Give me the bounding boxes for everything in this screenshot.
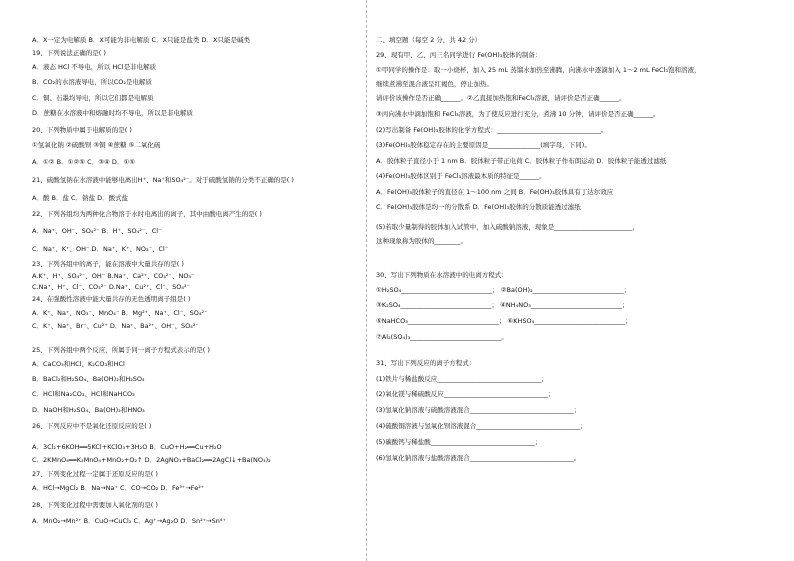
right-line-24: (4)硫酸铜溶液与氢氧化钡溶液混合________________________________；	[376, 422, 587, 430]
left-line-1: A．X一定为电解质 B．X可能为非电解质 C．X只能是盐类 D．X只能是碱类	[32, 36, 250, 44]
left-line-29: 27、下列变化过程一定属于还原反应的是( )	[32, 470, 158, 478]
left-line-28: C．2KMnO₄══K₂MnO₄+MnO₂+O₂↑ D．2AgNO₃+BaCl₂══2AgCl↓+Ba(NO₃)₂	[32, 456, 271, 464]
right-column	[376, 0, 788, 561]
left-line-30: A．HCl→MgCl₂ B．Na→Na⁺ C．CO→CO₂ D．Fe³⁺→Fe²⁺	[32, 484, 205, 492]
right-line-17: ③K₂SO₄____________________________； ④NH₄NO₃____________________________；	[376, 301, 629, 309]
left-line-14: C．Na⁺、K⁺、OH⁻ D．Na⁺、K⁺、NO₃⁻、Cl⁻	[32, 245, 169, 253]
right-line-1: 二、填空题（每空 2 分，共 42 分）	[376, 36, 482, 44]
left-line-4: B．CO₂的水溶液导电，所以CO₂是电解质	[32, 78, 152, 86]
right-line-25: (5)碳酸钙与稀盐酸________________________________；	[376, 438, 542, 446]
left-line-24: C．HCl和Na₂CO₃、HCl和NaHCO₃	[32, 390, 135, 398]
right-line-7: (2)写出制备 Fe(OH)₃胶体的化学方程式：________________________________。	[376, 126, 608, 134]
right-line-22: (2)氧化镁与稀硫酸反应________________________________；	[376, 390, 555, 398]
right-line-18: ⑤NaHCO₃____________________________； ⑥KHSO₄____________________________；	[376, 317, 632, 325]
left-line-5: C．铜、石墨均导电，所以它们都是电解质	[32, 94, 154, 102]
left-line-13: A．Na⁺、OH⁻、SO₄²⁻ B．H⁺、SO₄²⁻、Cl⁻	[32, 227, 162, 235]
right-line-16: ①H₂SO₄____________________________； ②Ba(OH)₂____________________________；	[376, 286, 631, 294]
left-line-7: 20、下列物质中属于电解质的是( )	[32, 126, 132, 134]
left-line-19: A．K⁺、Na⁺、NO₃⁻、MnO₄⁻ B．Mg²⁺、Na⁺、Cl⁻、SO₄²⁻	[32, 309, 208, 317]
right-line-13: (5)若取少量制得的胶体加入试管中，加入硫酸钠溶液，现象是________________________，	[376, 223, 639, 231]
right-line-12: C．Fe(OH)₃胶体是均一的分散系 D．Fe(OH)₃胶体的分散质能透过滤纸	[376, 203, 581, 211]
left-line-3: A．液态 HCl 不导电，所以 HCl是非电解质	[32, 63, 157, 71]
left-line-11: A．酸 B．盐 C．钠盐 D．酸式盐	[32, 194, 129, 202]
left-line-8: ①氢氧化钠 ②硫酸钡 ③铜 ④蔗糖 ⑤二氧化硫	[32, 141, 161, 149]
left-line-25: D．NaOH和H₂SO₄、Ba(OH)₂和HNO₃	[32, 406, 145, 414]
left-line-16: A.K⁺、H⁺、SO₄²⁻、OH⁻ B.Na⁺、Ca²⁺、CO₃²⁻、NO₃⁻	[32, 272, 195, 280]
right-line-10: (4)Fe(OH)₃胶体区别于 FeCl₃溶液最本质的特征是______。	[376, 172, 546, 180]
left-line-6: D．蔗糖在水溶液中和熔融时均不导电，所以是非电解质	[32, 109, 194, 117]
right-line-14: 这种现象称为胶体的________。	[376, 237, 467, 245]
right-line-5: 请评价该操作是否正确______。②乙直接加热饱和FeCl₃溶液，请评价是否正确______。	[376, 94, 626, 102]
left-column	[32, 0, 362, 561]
left-line-26: 26、下列反应中不是氧化还原反应的是( )	[32, 422, 152, 430]
left-line-31: 28、下列变化过程中需要加入氧化剂的是( )	[32, 501, 158, 509]
left-line-21: 25、下列各组中两个反应，所属于同一离子方程式表示的是( )	[32, 346, 210, 354]
right-line-21: (1)铁片与稀盐酸反应________________________________；	[376, 375, 548, 383]
left-line-27: A．3Cl₂+6KOH══5KCl+KClO₃+3H₂O B．CuO+H₂══Cu+H₂O	[32, 443, 222, 451]
right-line-23: (3)氢氧化钠溶液与硫酸溶液混合________________________________；	[376, 406, 581, 414]
right-line-20: 31、写出下列反应的离子方程式：	[376, 359, 476, 367]
right-line-11: A．Fe(OH)₃胶体粒子的直径在 1～100 nm 之间 B．Fe(OH)₃胶体具有丁达尔效应	[376, 188, 614, 196]
left-line-32: A．MnO₂→Mn²⁺ B．CuO→CuCl₂ C．Ag⁺→Ag₂O D．Sn²⁺→Sn⁴⁺	[32, 517, 226, 525]
left-line-20: C．K⁺、Na⁺、Br⁻、Cu²⁺ D．Na⁺、Ba²⁺、OH⁻、SO₄²⁻	[32, 322, 199, 330]
right-line-3: ①甲同学的操作是：取一小烧杯，加入 25 mL 蒸馏水加热至沸腾，向沸水中逐滴加入 1～2 mL FeCl₃饱和溶液，	[376, 66, 701, 74]
left-line-10: 21、硫酸氢钠在水溶液中能够电离出H⁺、Na⁺和SO₄²⁻。对于硫酸氢钠的分类不正确的是( )	[32, 176, 294, 184]
left-line-17: C.Na⁺、H⁺、Cl⁻、CO₃²⁻ D.Na⁺、Cu²⁺、Cl⁻、SO₄²⁻	[32, 283, 191, 291]
left-line-22: A．CaCO₃和HCl、K₂CO₃和HCl	[32, 360, 125, 368]
column-divider	[366, 0, 367, 561]
left-line-12: 22、下列各组均为两种化合物溶于水时电离出的离子，其中由酸电离产生的是( )	[32, 210, 262, 218]
right-line-8: (3)Fe(OH)₃胶体稳定存在的主要原因是________________(填字母，下同)。	[376, 141, 591, 149]
right-line-2: 29、现有甲、乙、丙三名同学进行 Fe(OH)₃胶体的制备：	[376, 51, 542, 59]
right-line-6: ③丙向沸水中滴加饱和 FeCl₃溶液，为了使反应进行充分，煮沸 10 分钟，请评价是否正确______。	[376, 110, 660, 118]
right-line-4: 继续煮沸至混合液呈红褐色，停止加热。	[376, 80, 493, 88]
right-line-19: ⑦Al₂(SO₄)₃____________________________。	[376, 333, 508, 341]
right-line-15: 30、写出下列物质在水溶液中的电离方程式：	[376, 271, 508, 279]
left-line-2: 19、下列说法正确的是( )	[32, 49, 106, 57]
left-line-15: 23、下列各组中的离子，能在溶液中大量共存的是( )	[32, 260, 184, 268]
right-line-9: A．胶体粒子直径小于 1 nm B．胶体粒子带正电荷 C．胶体粒子作布朗运动 D．胶体粒子能透过滤纸	[376, 157, 667, 165]
left-line-23: B．BaCl₂和H₂SO₄、Ba(OH)₂和H₂SO₄	[32, 375, 145, 383]
left-line-18: 24、在强酸性溶液中能大量共存的无色透明离子组是( )	[32, 295, 191, 303]
right-line-26: (6)氢氧化钠溶液与盐酸溶液混合________________________________。	[376, 454, 581, 462]
left-line-9: A．①② B．①②⑤ C．③④ D．①⑤	[32, 158, 136, 166]
